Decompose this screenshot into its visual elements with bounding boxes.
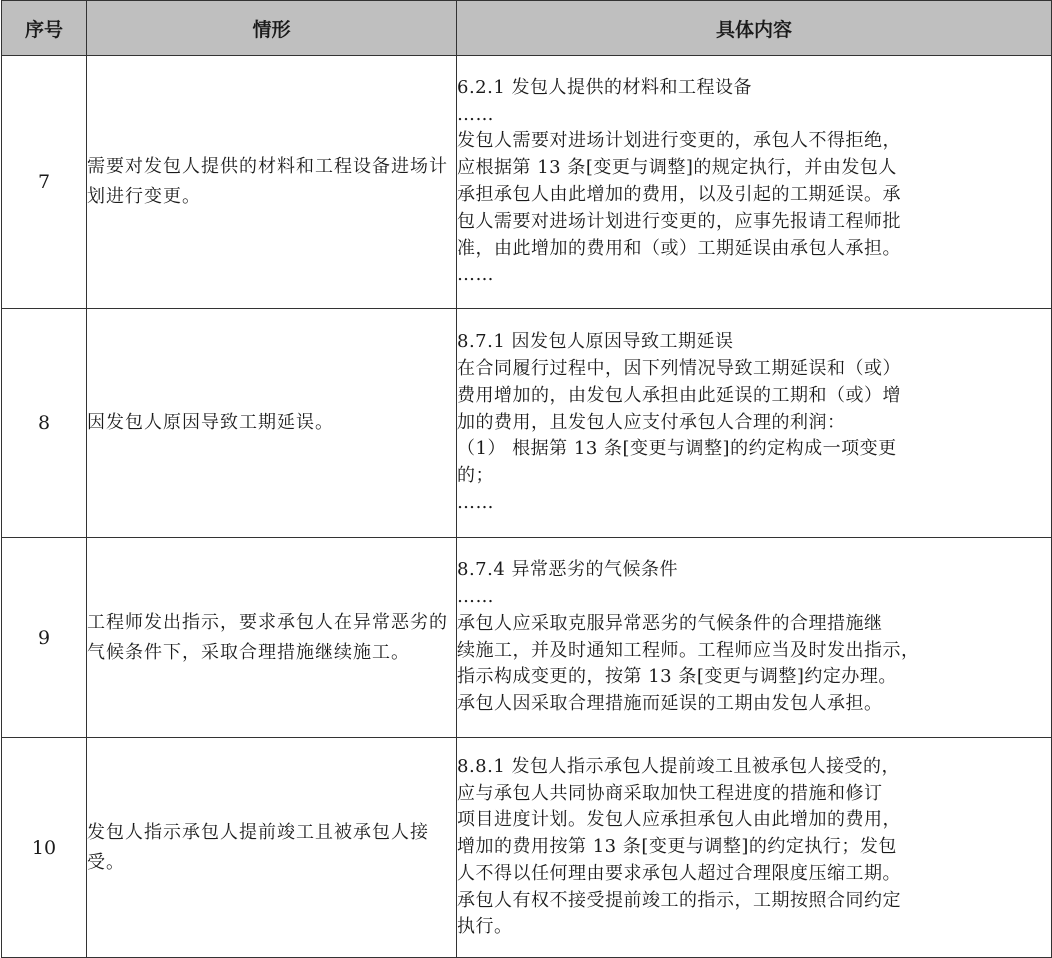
content-line: 应根据第 13 条[变更与调整]的规定执行，并由发包人 <box>457 157 897 179</box>
content-line: 8.8.1 发包人指示承包人提前竣工且被承包人接受的， <box>457 755 901 777</box>
content-line: 8.7.4 异常恶劣的气候条件 <box>457 559 679 581</box>
row-content <box>457 56 1052 309</box>
row-case: 发包人指示承包人提前竣工且被承包人接受。 <box>87 738 457 958</box>
content-line: 项目进度计划。发包人应承担承包人由此增加的费用， <box>457 809 901 831</box>
content-line: 增加的费用按第 13 条[变更与调整]的约定执行；发包 <box>457 836 897 858</box>
content-line: …… <box>457 491 494 513</box>
table-row <box>2 56 1052 309</box>
content-line: 承包人因采取合理措施而延误的工期由发包人承担。 <box>457 693 883 715</box>
content-line: 指示构成变更的，按第 13 条[变更与调整]约定办理。 <box>457 666 897 688</box>
content-line: 续施工，并及时通知工程师。工程师应当及时发出指示， <box>457 639 920 661</box>
row-case: 因发包人原因导致工期延误。 <box>87 309 457 538</box>
row-case: 需要对发包人提供的材料和工程设备进场计划进行变更。 <box>87 56 457 309</box>
row-case: 工程师发出指示，要求承包人在异常恶劣的气候条件下，采取合理措施继续施工。 <box>87 538 457 738</box>
content-line: 的； <box>457 465 494 487</box>
content-line: 在合同履行过程中，因下列情况导致工期延误和（或） <box>457 358 901 379</box>
header-row <box>2 1 1052 56</box>
row-content <box>457 738 1052 958</box>
table-row <box>2 309 1052 538</box>
content-line: 8.7.1 因发包人原因导致工期延误 <box>457 331 734 353</box>
content-line: 准，由此增加的费用和（或）工期延误由承包人承担。 <box>457 237 901 259</box>
content-line: （1） 根据第 13 条[变更与调整]的约定构成一项变更 <box>457 438 897 460</box>
content-line: 费用增加的，由发包人承担由此延误的工期和（或）增 <box>457 384 901 406</box>
content-line: …… <box>457 264 494 286</box>
content-line: 人不得以任何理由要求承包人超过合理限度压缩工期。 <box>457 862 901 884</box>
header-case: 情形 <box>87 1 457 56</box>
row-number: 9 <box>2 538 87 738</box>
row-number: 10 <box>2 738 87 958</box>
content-line: 承担承包人由此增加的费用，以及引起的工期延误。承 <box>457 184 901 205</box>
table-row <box>2 738 1052 958</box>
content-line: 包人需要对进场计划进行变更的，应事先报请工程师批 <box>457 210 901 232</box>
table-body <box>2 56 1052 958</box>
content-line: 承包人应采取克服异常恶劣的气候条件的合理措施继 <box>457 612 883 634</box>
table-row <box>2 538 1052 738</box>
content-line: 承包人有权不接受提前竣工的指示，工期按照合同约定 <box>457 889 901 911</box>
content-line: …… <box>457 585 494 607</box>
content-line: …… <box>457 103 494 125</box>
row-number: 7 <box>2 56 87 309</box>
row-content <box>457 309 1052 538</box>
header-num: 序号 <box>2 1 87 56</box>
row-content <box>457 538 1052 738</box>
content-line: 6.2.1 发包人提供的材料和工程设备 <box>457 76 753 98</box>
contract-clause-table <box>1 0 1052 958</box>
row-number: 8 <box>2 309 87 538</box>
content-line: 应与承包人共同协商采取加快工程进度的措施和修订 <box>457 782 883 804</box>
table-header <box>2 1 1052 56</box>
content-line: 执行。 <box>457 916 513 938</box>
content-line: 发包人需要对进场计划进行变更的，承包人不得拒绝， <box>457 130 901 152</box>
header-content: 具体内容 <box>457 1 1052 56</box>
content-line: 加的费用，且发包人应支付承包人合理的利润： <box>457 411 846 433</box>
